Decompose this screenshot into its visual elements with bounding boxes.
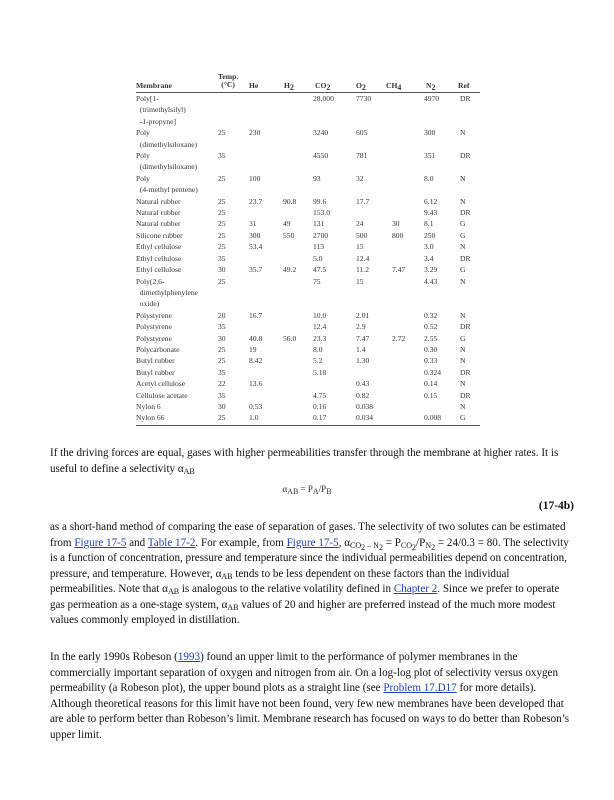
cell-membrane: Ethyl cellulose bbox=[136, 265, 182, 275]
cell-ref: N bbox=[460, 379, 466, 389]
cell-membrane: Poly (4-methyl pentene) bbox=[136, 173, 198, 195]
header-co2: $CO_2$ bbox=[315, 81, 331, 92]
cell-o2: 15 bbox=[356, 276, 364, 286]
cell-ch4: 2.72 bbox=[392, 333, 406, 343]
cell-ref: DR bbox=[460, 390, 471, 400]
table-row bbox=[136, 333, 480, 344]
cell-n2: 0.30 bbox=[424, 344, 438, 354]
cell-he: 16.7 bbox=[249, 310, 263, 320]
cell-he: 300 bbox=[249, 230, 261, 240]
table-row bbox=[136, 401, 480, 412]
cell-temp: 22 bbox=[218, 379, 226, 389]
cell-temp: 20 bbox=[218, 310, 226, 320]
cell-ref: N bbox=[460, 310, 466, 320]
cell-he: 23.7 bbox=[249, 196, 263, 206]
cell-o2: 1.4 bbox=[356, 344, 366, 354]
header-h2: $H_2$ bbox=[284, 81, 294, 92]
permeability-table bbox=[136, 70, 480, 426]
cell-co2: 0.17 bbox=[313, 413, 327, 423]
cell-co2: 0.16 bbox=[313, 401, 327, 411]
link-figure-17-5-second[interactable]: Figure 17-5 bbox=[286, 536, 339, 549]
table-bottom-rule bbox=[136, 425, 480, 426]
cell-n2: 0.15 bbox=[424, 390, 438, 400]
cell-n2: 4970 bbox=[424, 94, 440, 103]
cell-h2: 56.0 bbox=[283, 333, 297, 343]
table-row bbox=[136, 367, 480, 378]
cell-ref: N bbox=[460, 344, 466, 354]
cell-membrane: Nylon 66 bbox=[136, 413, 165, 423]
cell-temp: 25 bbox=[218, 356, 226, 366]
cell-ref: G bbox=[460, 333, 466, 343]
cell-temp: 25 bbox=[218, 344, 226, 354]
cell-temp: 25 bbox=[218, 196, 226, 206]
cell-membrane: Butyl rubber bbox=[136, 367, 175, 377]
cell-co2: 4.75 bbox=[313, 390, 327, 400]
table-row bbox=[136, 218, 480, 229]
cell-o2: 11.2 bbox=[356, 265, 370, 275]
cell-ch4: 7.47 bbox=[392, 265, 406, 275]
cell-temp: 25 bbox=[218, 173, 226, 183]
header-ref: Ref bbox=[458, 81, 470, 90]
cell-temp: 30 bbox=[218, 333, 226, 343]
cell-temp: 35 bbox=[218, 151, 226, 161]
cell-ref: N bbox=[460, 173, 466, 183]
table-row bbox=[136, 241, 480, 252]
table-row bbox=[136, 230, 480, 241]
cell-membrane: Natural rubber bbox=[136, 196, 181, 206]
cell-co2: 10.0 bbox=[313, 310, 327, 320]
cell-o2: 32 bbox=[356, 173, 364, 183]
cell-o2: 2.01 bbox=[356, 310, 370, 320]
header-he: He bbox=[249, 81, 259, 90]
cell-membrane: Poly[1- (trimethylsilyl) -1-propyne] bbox=[136, 94, 186, 126]
cell-temp: 25 bbox=[218, 242, 226, 252]
table-row bbox=[136, 321, 480, 332]
cell-o2: 17.7 bbox=[356, 196, 370, 206]
paragraph-robeson-limit: In the early 1990s Robeson (1993) found an upper limit to the performance of polymer membranes in the commercially important separation of oxygen and nitrogen from air. On a log-log plot of selectivity versus oxygen permeability (a Robeson plot), the upper bound plots as a straight line (see Problem 17.D17 for more details). Although theoretical reasons for this limit have not been found, very few new membranes have been developed that are able to perform better than Robeson’s limit. Membrane research has focused on ways to do better than Robeson’s upper limit. bbox=[50, 651, 570, 741]
cell-he: 8.42 bbox=[249, 356, 263, 366]
table-body bbox=[136, 93, 480, 424]
cell-ref: N bbox=[460, 276, 466, 286]
cell-temp: 35 bbox=[218, 322, 226, 332]
link-robeson-1993[interactable]: 1993 bbox=[177, 651, 201, 663]
cell-co2: 47.5 bbox=[313, 265, 327, 275]
cell-h2: 49.2 bbox=[283, 265, 297, 275]
cell-n2: 8.0 bbox=[424, 173, 434, 183]
table-row bbox=[136, 276, 480, 310]
cell-ref: G bbox=[460, 230, 466, 240]
cell-temp: 25 bbox=[218, 208, 226, 218]
cell-membrane: Silicone rubber bbox=[136, 230, 183, 240]
cell-n2: 0.008 bbox=[424, 413, 442, 423]
cell-ch4: 800 bbox=[392, 230, 404, 240]
link-chapter-2[interactable]: Chapter 2 bbox=[393, 583, 438, 595]
cell-h2: 49 bbox=[283, 219, 291, 229]
cell-membrane: Polystyrene bbox=[136, 333, 172, 343]
cell-co2: 5.18 bbox=[313, 367, 327, 377]
cell-n2: 6.12 bbox=[424, 196, 438, 206]
cell-ref: DR bbox=[460, 94, 471, 103]
cell-co2: 8.0 bbox=[313, 344, 323, 354]
cell-co2: 5.2 bbox=[313, 356, 323, 366]
cell-co2: 131 bbox=[313, 219, 325, 229]
header-ch4: $CH_4$ bbox=[386, 81, 402, 92]
cell-he: 100 bbox=[249, 173, 261, 183]
cell-n2: 9.43 bbox=[424, 208, 438, 218]
cell-o2: 0.82 bbox=[356, 390, 370, 400]
cell-o2: 0.038 bbox=[356, 401, 374, 411]
table-row bbox=[136, 253, 480, 264]
cell-ref: G bbox=[460, 219, 466, 229]
cell-membrane: Natural rubber bbox=[136, 219, 181, 229]
cell-co2: 23.3 bbox=[313, 333, 327, 343]
cell-o2: 1.30 bbox=[356, 356, 370, 366]
header-membrane: Membrane bbox=[136, 81, 172, 90]
cell-he: 40.8 bbox=[249, 333, 263, 343]
cell-co2: 153.0 bbox=[313, 208, 331, 218]
cell-membrane: Polystyrene bbox=[136, 322, 172, 332]
cell-temp: 35 bbox=[218, 367, 226, 377]
cell-h2: 90.8 bbox=[283, 196, 297, 206]
cell-membrane: Nylon 6 bbox=[136, 401, 161, 411]
table-row bbox=[136, 196, 480, 207]
cell-ref: G bbox=[460, 265, 466, 275]
cell-membrane: Cellulose acetate bbox=[136, 390, 188, 400]
cell-temp: 35 bbox=[218, 253, 226, 263]
cell-membrane: Poly (dimethylsiloxane) bbox=[136, 151, 198, 172]
cell-n2: 8.1 bbox=[424, 219, 434, 229]
equation-number: (17-4b) bbox=[538, 500, 574, 512]
table-row bbox=[136, 207, 480, 218]
cell-ch4: 30 bbox=[392, 219, 400, 229]
table-row bbox=[136, 355, 480, 366]
cell-he: 13.6 bbox=[249, 379, 263, 389]
cell-co2: 12.4 bbox=[313, 322, 327, 332]
cell-ref: N bbox=[460, 128, 466, 138]
cell-co2: 3240 bbox=[313, 128, 329, 138]
cell-n2: 0.14 bbox=[424, 379, 438, 389]
cell-temp: 30 bbox=[218, 265, 226, 275]
cell-n2: 0.32 bbox=[424, 310, 438, 320]
cell-he: 19 bbox=[249, 344, 257, 354]
table-row bbox=[136, 378, 480, 389]
cell-temp: 30 bbox=[218, 401, 226, 411]
cell-o2: 24 bbox=[356, 219, 364, 229]
cell-ref: DR bbox=[460, 322, 471, 332]
cell-temp: 25 bbox=[218, 276, 226, 286]
table-row bbox=[136, 93, 480, 127]
table-row bbox=[136, 390, 480, 401]
cell-o2: 0.43 bbox=[356, 379, 370, 389]
cell-ref: DR bbox=[460, 151, 471, 161]
cell-temp: 35 bbox=[218, 390, 226, 400]
cell-membrane: Ethyl cellulose bbox=[136, 253, 182, 263]
header-temp: Temp. (°C) bbox=[218, 72, 239, 89]
table-row bbox=[136, 150, 480, 173]
cell-co2: 5.0 bbox=[313, 253, 323, 263]
cell-ref: G bbox=[460, 413, 466, 423]
cell-o2: 605 bbox=[356, 128, 368, 138]
cell-o2: 15 bbox=[356, 242, 364, 252]
cell-temp: 25 bbox=[218, 128, 226, 138]
cell-membrane: Butyl rubber bbox=[136, 356, 175, 366]
cell-membrane: Poly (dimethylsiloxane) bbox=[136, 128, 198, 149]
cell-co2: 99.6 bbox=[313, 196, 327, 206]
cell-he: 0.53 bbox=[249, 401, 263, 411]
cell-n2: 351 bbox=[424, 151, 436, 161]
cell-n2: 0.33 bbox=[424, 356, 438, 366]
table-row bbox=[136, 310, 480, 321]
cell-n2: 0.52 bbox=[424, 322, 438, 332]
cell-ref: N bbox=[460, 356, 466, 366]
header-o2: $O_2$ bbox=[356, 81, 366, 92]
cell-ref: DR bbox=[460, 208, 471, 218]
table-row bbox=[136, 127, 480, 150]
cell-ref: N bbox=[460, 242, 466, 252]
cell-membrane: Polystyrene bbox=[136, 310, 172, 320]
table-row bbox=[136, 344, 480, 355]
cell-n2: 3.29 bbox=[424, 265, 438, 275]
link-table-17-2[interactable]: Table 17-2 bbox=[147, 536, 196, 549]
cell-temp: 25 bbox=[218, 219, 226, 229]
cell-ref: N bbox=[460, 196, 466, 206]
cell-he: 31 bbox=[249, 219, 257, 229]
cell-membrane: Ethyl cellulose bbox=[136, 242, 182, 252]
cell-membrane: Natural rubber bbox=[136, 208, 181, 218]
cell-he: 35.7 bbox=[249, 265, 263, 275]
cell-h2: 550 bbox=[283, 230, 295, 240]
link-figure-17-5[interactable]: Figure 17-5 bbox=[74, 536, 127, 549]
cell-membrane: Polycarbonate bbox=[136, 344, 180, 354]
cell-n2: 3.4 bbox=[424, 253, 434, 263]
equation-selectivity: $\alpha_{AB} = P_A/P_B$ bbox=[282, 484, 332, 496]
cell-ref: N bbox=[460, 401, 466, 411]
cell-n2: 3.0 bbox=[424, 242, 434, 252]
header-n2: $N_2$ bbox=[426, 81, 436, 92]
cell-o2: 0.034 bbox=[356, 413, 374, 423]
paragraph-selectivity-explanation: as a short-hand method of comparing the ease of separation of gases. The selectivity of two solutes can be estimated from Figure 17-5 and Table 17-2. For example, from Figure 17-5, $\alpha_{CO_2 - N_2} = P_{CO_2}/P_{N_2} = 24/0.3 = 80$. The selectivity is a function of concentration, pressure and temperature since the individual permeabilities depend on concentration, pressure, and temperature. However, $\alpha_{AB}$ tends to be less dependent on these factors than the individual permeabilities. Note that $\alpha_{AB}$ is analogous to the relative volatility defined in Chapter 2. Since we prefer to operate gas permeation as a one-stage system, $\alpha_{AB}$ values of 20 and higher are preferred instead of the much more modest values commonly employed in distillation. bbox=[50, 521, 569, 626]
cell-n2: 300 bbox=[424, 128, 436, 138]
cell-n2: 0.324 bbox=[424, 367, 442, 377]
table-row bbox=[136, 264, 480, 275]
cell-membrane: Acetyl cellulose bbox=[136, 379, 186, 389]
cell-n2: 2.55 bbox=[424, 333, 438, 343]
cell-o2: 7730 bbox=[356, 94, 372, 103]
cell-o2: 2.9 bbox=[356, 322, 366, 332]
cell-temp: 25 bbox=[218, 230, 226, 240]
table-row bbox=[136, 412, 480, 423]
cell-co2: 2700 bbox=[313, 230, 329, 240]
cell-o2: 7.47 bbox=[356, 333, 370, 343]
cell-co2: 113 bbox=[313, 242, 325, 252]
cell-temp: 25 bbox=[218, 413, 226, 423]
cell-n2: 250 bbox=[424, 230, 436, 240]
cell-membrane: Poly(2,6- dimethylphenylene oxide) bbox=[136, 276, 198, 309]
cell-he: 53.4 bbox=[249, 242, 263, 252]
cell-n2: 4.43 bbox=[424, 276, 438, 286]
table-row bbox=[136, 173, 480, 196]
cell-co2: 4550 bbox=[313, 151, 329, 161]
cell-co2: 28,000 bbox=[313, 94, 334, 103]
table-header bbox=[136, 70, 480, 93]
paragraph-selectivity-intro: If the driving forces are equal, gases with higher permeabilities transfer through the membrane at higher rates. It is useful to define a selectivity $\alpha_{AB}$ bbox=[50, 447, 559, 476]
cell-o2: 500 bbox=[356, 230, 368, 240]
cell-co2: 75 bbox=[313, 276, 321, 286]
link-problem-17-d17[interactable]: Problem 17.D17 bbox=[383, 682, 457, 694]
cell-he: 230 bbox=[249, 128, 261, 138]
cell-co2: 93 bbox=[313, 173, 321, 183]
cell-o2: 12.4 bbox=[356, 253, 370, 263]
cell-o2: 781 bbox=[356, 151, 368, 161]
cell-ref: DR bbox=[460, 367, 471, 377]
cell-ref: DR bbox=[460, 253, 471, 263]
cell-he: 1.0 bbox=[249, 413, 259, 423]
